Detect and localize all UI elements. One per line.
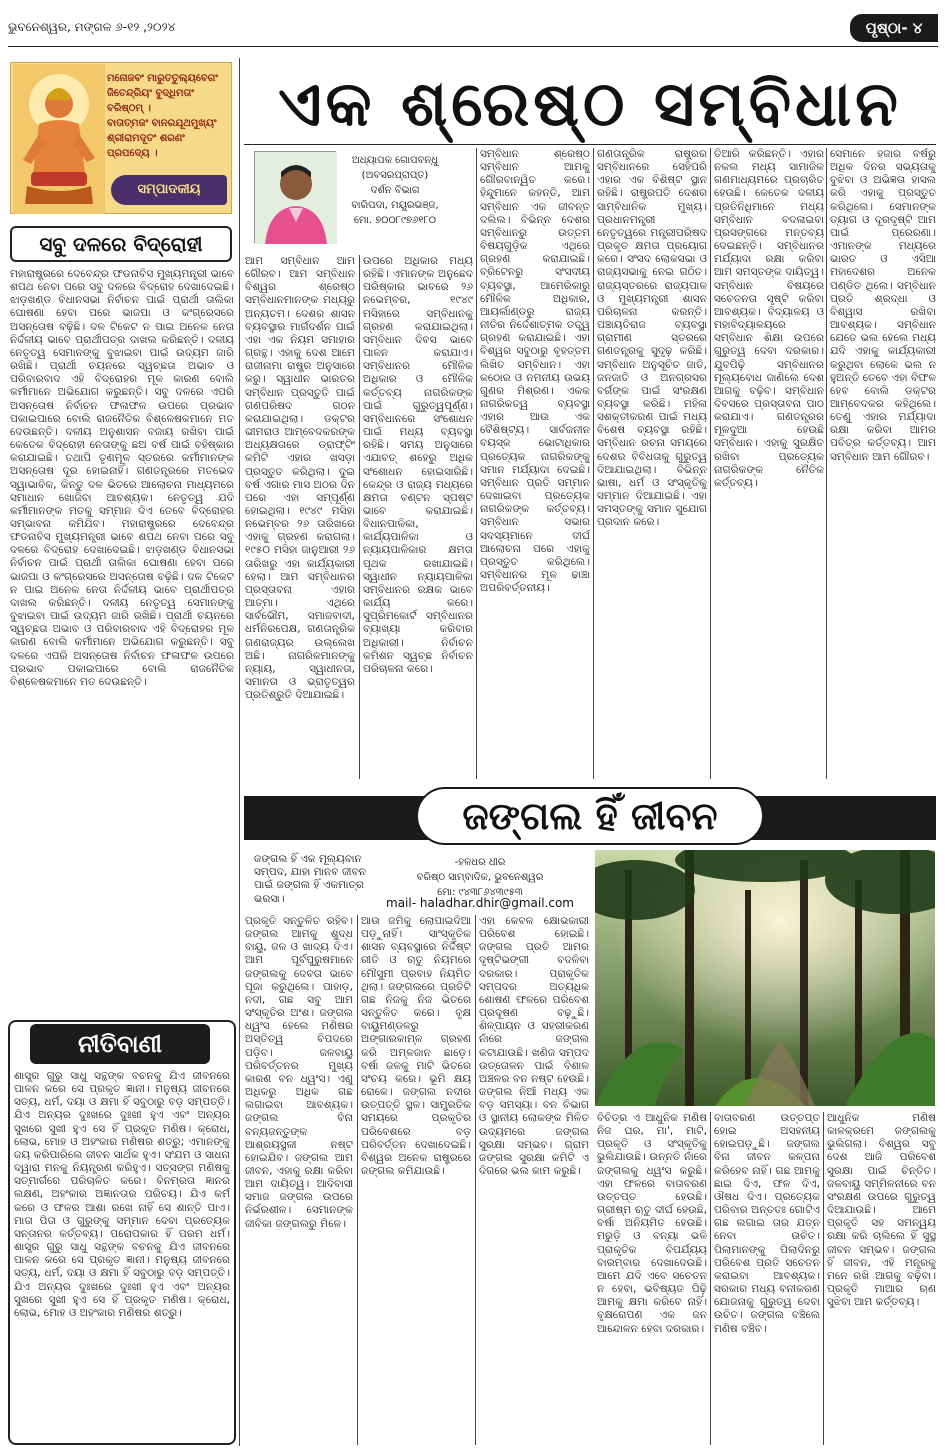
column-divider xyxy=(710,148,711,779)
author-line: ଅଧ୍ୟାପକ ଗୋପବନ୍ଧୁ (ଅବସରପ୍ରାପ୍ତ) xyxy=(351,155,439,181)
column-divider xyxy=(710,1112,711,1445)
author-email-link[interactable]: mail- haladhar.dhir@gmail.com xyxy=(386,896,574,910)
author-line: ଦର୍ଶନ ବିଭାଗ xyxy=(370,185,420,196)
byline-line: -ହଳଧର ଧୀର xyxy=(454,857,506,868)
column-divider xyxy=(476,148,477,779)
byline-line: ବରିଷ୍ଠ ସାମ୍ବାଦିକ, ଭୁବନେଶ୍ୱର xyxy=(416,872,544,883)
column-divider xyxy=(823,1112,824,1445)
sloka-line: ବାତାତ୍ମଜଂ ବାନରଯୂଥମୁଖ୍ୟଂ xyxy=(107,118,217,129)
dateline: ଭୁବନେଶ୍ୱର, ମଙ୍ଗଳ ୬-୧୨ ,୨୦୨୪ xyxy=(8,20,176,34)
editorial-badge: ସମ୍ପାଦକୀୟ xyxy=(111,175,227,205)
article2-column-4: ବିଚିତ୍ର ଏ ଆଧୁନିକ ମଣିଷ ନିଜ ଘର, ମା', ମାଟି, ପ୍ରକୃତି ଓ ସଂସ୍କୃତିକୁ ଭୁଲିଯାଉଛି। ଉନ୍ନତି ନାଁରେ ଜଙ୍ଗଲକୁ ଧ୍ୱଂସ କରୁଛି। ଏହା ଫଳରେ ବାତାବରଣ ଉତ୍ତପ୍ତ ହେଉଛି। ଗ୍ରୀଷ୍ମ ଋତୁ ଦୀର୍ଘ ହେଉଛି, ବର୍ଷା ଅନିୟମିତ ହେଉଛି। ମରୁଡ଼ି ଓ ବନ୍ୟା ଭଳି ପ୍ରାକୃତିକ ବିପର୍ଯ୍ୟୟ ବାରମ୍ବାର ଦେଖାଦେଉଛି। ଆମେ ଯଦି ଏବେ ସଚେତନ ନ ହେବା, ଭବିଷ୍ୟତ ପିଢ଼ି ଆମକୁ କ୍ଷମା କରିବେ ନାହିଁ। ବୃକ୍ଷରୋପଣ ଏକ ଜନ ଆନ୍ଦୋଳନ ହେବା ଦରକାର। xyxy=(597,1112,707,1335)
article2-column-5: ବାତାବରଣ ଉତ୍ତପ୍ତ ହୋଇ ଅସହନୀୟ ହୋଇପଡ଼ୁଛି। ଜଙ୍ଗଲ ବିନା ଜୀବନ କଳ୍ପନା କରିହେବ ନାହିଁ। ଗଛ ଆମକୁ ଛାଇ ଦିଏ, ଫଳ ଦିଏ, ଔଷଧ ଦିଏ। ପ୍ରତ୍ୟେକ ପରିବାର ଅନ୍ତତଃ ଗୋଟିଏ ଗଛ ଲଗାଇ ତାର ଯତ୍ନ ନେବା ଉଚିତ। ପିଲାମାନଙ୍କୁ ପିଲାଦିନରୁ ପରିବେଶ ପ୍ରତି ସଚେତନ କରାଇବା ଆବଶ୍ୟକ। ସରକାର ମଧ୍ୟ ବନୀକରଣ ଯୋଜନାକୁ ଗୁରୁତ୍ୱ ଦେବା ଉଚିତ। ଜଙ୍ଗଲ ବଞ୍ଚିଲେ ମଣିଷ ବଞ୍ଚିବ। xyxy=(714,1112,820,1335)
sloka-line: ମନୋଜବଂ ମାରୁତତୁଲ୍ୟବେଗଂ xyxy=(107,73,218,84)
byline-line: ମୋ: ୯୪୩୮୬୪୩୯୫୩ xyxy=(437,887,523,898)
author-line: ବାରିପଦା, ମୟୂରଭଞ୍ଜ, xyxy=(351,200,439,211)
masthead-bar xyxy=(8,14,938,42)
forest-image-icon xyxy=(595,850,935,1106)
column-divider xyxy=(593,148,594,779)
article2-column-3: ଏହା କେବଳ କ୍ଷୋଭକାରୀ ପରିବେଶ ହୋଇଛି। ଜଙ୍ଗଲ ପ୍ରତି ଆମର ଦୃଷ୍ଟିଭଙ୍ଗୀ ବଦଳିବା ଦରକାର। ପ୍ରାକୃତିକ ସମ୍ପଦର ଅତ୍ୟଧିକ ଶୋଷଣ ଫଳରେ ପରିବେଶ ପ୍ରଦୂଷଣ ବଢ଼ୁଛି। ଶିଳ୍ପାୟନ ଓ ସହରୀକରଣ ନାଁରେ ଜଙ୍ଗଲ କଟାଯାଉଛି। ଖଣିଜ ସମ୍ପଦ ଉତ୍ତୋଳନ ପାଇଁ ବିଶାଳ ଅଞ୍ଚଳର ବନ ନଷ୍ଟ ହେଉଛି। ଜଙ୍ଗଲ ନିଆଁ ମଧ୍ୟ ଏକ ବଡ଼ ସମସ୍ୟା। ବନ ବିଭାଗ ଓ ସ୍ଥାନୀୟ ଲୋକଙ୍କ ମିଳିତ ଉଦ୍ୟମରେ ଜଙ୍ଗଲ ସୁରକ୍ଷା ସମ୍ଭବ। ଗ୍ରାମ ଜଙ୍ଗଲ ସୁରକ୍ଷା କମିଟି ଏ ଦିଗରେ ଭଲ କାମ କରୁଛି। xyxy=(479,915,589,1177)
column-divider xyxy=(826,148,827,779)
hanuman-illustration-icon xyxy=(13,64,105,214)
niti-vani-title: ନୀତିବାଣୀ xyxy=(30,1024,210,1064)
author-info xyxy=(340,153,450,228)
column-divider xyxy=(239,58,240,1446)
article1-column-2: ଉପରେ ଅଧିକାର ମଧ୍ୟ ରହିଛି। ଏମାନଙ୍କ ଅନୁଛେଦ ପରିଷ୍କାର ଭାବରେ ୨୬ ନଭେମ୍ବର, ୧୯୪୯ ମସିହାରେ ସମ୍ବିଧାନକୁ ଗ୍ରହଣ କରାଯାଇଥିଲା। ସମ୍ବିଧାନ ଦିବସ ଭାବେ ପାଳନ କରାଯାଏ। ସମ୍ବିଧାନର ମୌଳିକ ଅଧିକାର ଓ ମୌଳିକ କର୍ତ୍ତବ୍ୟ ନାଗରିକଙ୍କ ପାଇଁ ଗୁରୁତ୍ୱପୂର୍ଣ୍ଣ। ସମ୍ବିଧାନରେ ସଂଶୋଧନ ପାଇଁ ମଧ୍ୟ ବ୍ୟବସ୍ଥା ରହିଛି। ସମୟ ଅନୁସାରେ ଏଯାବତ୍ ଶହେରୁ ଅଧିକ ସଂଶୋଧନ ହୋଇସାରିଛି। କେନ୍ଦ୍ର ଓ ରାଜ୍ୟ ମଧ୍ୟରେ କ୍ଷମତା ବଣ୍ଟନ ସ୍ପଷ୍ଟ ଭାବେ କରାଯାଇଛି। ବିଧାନପାଳିକା, କାର୍ଯ୍ୟପାଳିକା ଓ ନ୍ୟାୟପାଳିକାର କ୍ଷମତା ପୃଥକ ରଖାଯାଇଛି। ସ୍ୱାଧୀନ ନ୍ୟାୟପାଳିକା ସମ୍ବିଧାନର ରକ୍ଷକ ଭାବେ କାର୍ଯ୍ୟ କରେ। ସୁପ୍ରିମକୋର୍ଟ ସମ୍ବିଧାନର ବ୍ୟାଖ୍ୟା କରିବାର ଅଧିକାରୀ। ନିର୍ବାଚନ କମିଶନ ସ୍ୱଚ୍ଛ ନିର୍ବାଚନ ପରିଚାଳନା କରେ। xyxy=(363,255,473,675)
article2-column-2: ଆଉ ଜମିକୁ ଲୋପାଇଦିଆ ପଡ଼ୁନାହିଁ। ସାଂସ୍କୃତିକ ଶାସନ ବ୍ୟବସ୍ଥାରେ ନିର୍ଦ୍ଦିଷ୍ଟ ରୀତି ଓ ଋତୁ ନିୟମରେ ମୌସୁମୀ ପ୍ରବାହ ନିୟମିତ ଥିଲା। ଜଙ୍ଗଲରେ ପ୍ରତିଟି ଗଛ ନିଜକୁ ନିଜ ଭିତରେ ସନ୍ତୁଳିତ କରେ। ବୃକ୍ଷ ବାୟୁମଣ୍ଡଳରୁ ଅଙ୍ଗାରକାମ୍ଳ ଗ୍ରହଣ କରି ଅମ୍ଳଜାନ ଛାଡ଼େ। ବର୍ଷା ଜଳକୁ ମାଟି ଭିତରେ ସଂଚୟ କରେ। ଭୂମି କ୍ଷୟ ରୋକେ। ଜଙ୍ଗଲ ନଦୀର ଉତ୍ପତ୍ତି ସ୍ଥଳ। ସାମ୍ପ୍ରତିକ ସମୟରେ ପ୍ରକୃତିର ପରିବେଶରେ ବଡ଼ ପରିବର୍ତ୍ତନ ଦେଖାଦେଇଛି। ବିଶ୍ୱର ଅନେକ ରାଷ୍ଟ୍ରରେ ଜଙ୍ଗଲ କମିଯାଉଛି। xyxy=(361,915,471,1177)
title-rule xyxy=(244,144,936,145)
article2-column-6: ଆଧୁନିକ ମଣିଷ କାଳକ୍ରମେ ଜଙ୍ଗଲକୁ ଭୁଲିଗଲା। ବିଶ୍ୱର ସବୁ ଦେଶ ଆଜି ପରିବେଶ ସୁରକ୍ଷା ପାଇଁ ଚିନ୍ତିତ। ଜଳବାୟୁ ସମ୍ମିଳନୀରେ ବନ ସଂରକ୍ଷଣ ଉପରେ ଗୁରୁତ୍ୱ ଦିଆଯାଉଛି। ଆମେ ପ୍ରକୃତି ସହ ସମନ୍ୱୟ ରକ୍ଷା କରି ଚାଲିଲେ ହିଁ ସୁସ୍ଥ ଜୀବନ ସମ୍ଭବ। ଜଙ୍ଗଲ ହିଁ ଜୀବନ, ଏହି ମନ୍ତ୍ରକୁ ମନେ ରଖି ଆଗକୁ ବଢ଼ିବା। ପ୍ରକୃତି ମାଆର ଋଣ ସୁଝିବା ଆମ କର୍ତ୍ତବ୍ୟ। xyxy=(827,1112,936,1309)
article2-byline xyxy=(380,855,580,900)
article1-column-5: ତିଆରି କରିଛନ୍ତି। ଏହାର ନକଲ ମଧ୍ୟ ସାମାଜିକ ଗଣମାଧ୍ୟମରେ ପ୍ରଚାରିତ ହେଉଛି। କେତେକ ଦଳୀୟ ପ୍ରତିନିଧିମାନେ ମଧ୍ୟ ସମ୍ବିଧାନ ବଦଳାଇବା ପ୍ରସଙ୍ଗରେ ମନ୍ତବ୍ୟ ଦେଇଛନ୍ତି। ସମ୍ବିଧାନର ମର୍ଯ୍ୟାଦା ରକ୍ଷା କରିବା ଆମ ସମସ୍ତଙ୍କ ଦାୟିତ୍ୱ। ସମ୍ବିଧାନ ବିଷୟରେ ସଚେତନତା ସୃଷ୍ଟି କରିବା ଆବଶ୍ୟକ। ବିଦ୍ୟାଳୟ ଓ ମହାବିଦ୍ୟାଳୟରେ ସମ୍ବିଧାନ ଶିକ୍ଷା ଉପରେ ଗୁରୁତ୍ୱ ଦେବା ଦରକାର। ଯୁବପିଢ଼ି ସମ୍ବିଧାନର ମୂଲ୍ୟବୋଧ ଜାଣିଲେ ଦେଶ ଆଗକୁ ବଢ଼ିବ। ସମ୍ବିଧାନ ଦିବସରେ ପ୍ରସ୍ତାବନା ପାଠ କରାଯାଏ। ଗଣତନ୍ତ୍ରର ମୂଳଦୁଆ ହେଉଛି ସମ୍ବିଧାନ। ଏହାକୁ ସୁରକ୍ଷିତ ରଖିବା ପ୍ରତ୍ୟେକ ନାଗରିକଙ୍କ ନୈତିକ କର୍ତ୍ତବ୍ୟ। xyxy=(714,148,824,489)
author-portrait-icon xyxy=(255,152,337,244)
masthead-rule xyxy=(8,46,938,47)
niti-vani-body: ଶାସ୍ତ୍ର ଗୁରୁ ସାଧୁ ସନ୍ଥଙ୍କ ବଚନକୁ ଯିଏ ଜୀବନରେ ପାଳନ କରେ ସେ ପ୍ରକୃତ ଜ୍ଞାନୀ। ମନୁଷ୍ୟ ଜୀବନରେ ସତ୍ୟ, ଧର୍ମ, ଦୟା ଓ କ୍ଷମା ହିଁ ସବୁଠାରୁ ବଡ଼ ସମ୍ପତ୍ତି। ଯିଏ ଅନ୍ୟର ଦୁଃଖରେ ଦୁଃଖୀ ହୁଏ ଏବଂ ଅନ୍ୟର ସୁଖରେ ସୁଖୀ ହୁଏ ସେ ହିଁ ପ୍ରକୃତ ମଣିଷ। କ୍ରୋଧ, ଲୋଭ, ମୋହ ଓ ଅହଂକାର ମଣିଷର ଶତ୍ରୁ; ଏମାନଙ୍କୁ ଜୟ କରିପାରିଲେ ଜୀବନ ସାର୍ଥକ ହୁଏ। ସଂଯମ ଓ ସାଧନା ଦ୍ୱାରା ମନକୁ ନିୟନ୍ତ୍ରଣ କରିହୁଏ। ସତ୍‌ସଙ୍ଗ ମଣିଷକୁ ସତ୍‌ମାର୍ଗରେ ପରିଚାଳିତ କରେ। ବିନମ୍ରତା ଜ୍ଞାନର ଲକ୍ଷଣ, ଅହଂକାର ଅଜ୍ଞାନତାର ପରିଚୟ। ଯିଏ କର୍ମ କରେ ଓ ଫଳର ଆଶା ରଖେ ନାହିଁ ସେ ଶାନ୍ତି ପାଏ। ମାତା ପିତା ଓ ଗୁରୁଙ୍କୁ ସମ୍ମାନ ଦେବା ପ୍ରତ୍ୟେକ ସନ୍ତାନର କର୍ତ୍ତବ୍ୟ। ପରୋପକାର ହିଁ ପରମ ଧର୍ମ। ଶାସ୍ତ୍ର ଗୁରୁ ସାଧୁ ସନ୍ଥଙ୍କ ବଚନକୁ ଯିଏ ଜୀବନରେ ପାଳନ କରେ ସେ ପ୍ରକୃତ ଜ୍ଞାନୀ। ମନୁଷ୍ୟ ଜୀବନରେ ସତ୍ୟ, ଧର୍ମ, ଦୟା ଓ କ୍ଷମା ହିଁ ସବୁଠାରୁ ବଡ଼ ସମ୍ପତ୍ତି। ଯିଏ ଅନ୍ୟର ଦୁଃଖରେ ଦୁଃଖୀ ହୁଏ ଏବଂ ଅନ୍ୟର ସୁଖରେ ସୁଖୀ ହୁଏ ସେ ହିଁ ପ୍ରକୃତ ମଣିଷ। କ୍ରୋଧ, ଲୋଭ, ମୋହ ଓ ଅହଂକାର ମଣିଷର ଶତ୍ରୁ। xyxy=(14,1070,230,1319)
article-title: ଏକ ଶ୍ରେଷ୍ଠ ସମ୍ବିଧାନ xyxy=(278,67,902,140)
article1-column-1: ଆମ ସମ୍ବିଧାନ ଆମ ଗୌରବ। ଆମ ସମ୍ବିଧାନ ବିଶ୍ୱର ଶ୍ରେଷ୍ଠ ସମ୍ବିଧାନମାନଙ୍କ ମଧ୍ୟରୁ ଅନ୍ୟତମ। ଦେଶର ଶାସନ ବ୍ୟବସ୍ଥାର ମାର୍ଗଦର୍ଶନ ପାଇଁ ଏହା ଏକ ନିୟମ ସମାହାର ଗ୍ରନ୍ଥ। ଏହାକୁ ଦେଶ ଆମେ ରାଜୀନାମା ରାଷ୍ଟ୍ର ଅନୁସାରେ କରୁ। ସ୍ୱାଧୀନ ଭାରତର ସମ୍ବିଧାନ ପ୍ରସ୍ତୁତି ପାଇଁ ଗଣପରିଷଦ ଗଠନ କରାଯାଇଥିଲା। ଡକ୍ଟର ଭୀମରାଓ ଆମ୍ବେଦକରଙ୍କ ଅଧ୍ୟକ୍ଷତାରେ ଡ୍ରାଫ୍ଟିଂ କମିଟି ଏହାର ଖସଡ଼ା ପ୍ରସ୍ତୁତ କରିଥିଲା। ଦୁଇ ବର୍ଷ ଏଗାର ମାସ ଅଠର ଦିନ ପରେ ଏହା ସମ୍ପୂର୍ଣ୍ଣ ହୋଇଥିଲା। ୧୯୪୯ ମସିହା ନଭେମ୍ବର ୨୬ ତାରିଖରେ ଏହାକୁ ଗ୍ରହଣ କରାଗଲା। ୧୯୫୦ ମସିହା ଜାନୁଆରୀ ୨୬ ତାରିଖରୁ ଏହା କାର୍ଯ୍ୟକାରୀ ହେଲା। ଆମ ସମ୍ବିଧାନର ପ୍ରସ୍ତାବନା ଏହାର ଆତ୍ମା। ଏଥିରେ ସାର୍ବଭୌମ, ସମାଜବାଦୀ, ଧର୍ମନିରପେକ୍ଷ, ଗଣତାନ୍ତ୍ରିକ ଗଣରାଜ୍ୟର ଉଲ୍ଲେଖ ଅଛି। ନାଗରିକମାନଙ୍କୁ ନ୍ୟାୟ, ସ୍ୱାଧୀନତା, ସମାନତା ଓ ଭ୍ରାତୃତ୍ୱର ପ୍ରତିଶ୍ରୁତି ଦିଆଯାଇଛି। xyxy=(245,255,355,702)
author-line: ମୋ. ୭୦୦୮୯୭୬୧୮୦ xyxy=(354,215,436,226)
article2-intro: ଜଙ୍ଗଲ ହିଁ ଏକ ମୂଲ୍ୟବାନ ସମ୍ପଦ, ଯାହା ମାନବ ଜୀବନ ପାଇଁ ଜଙ୍ଗଲ ହିଁ ଏକମାତ୍ର ଭରସା। xyxy=(254,853,367,905)
sloka-line: ଶ୍ରୀରାମଦୂତଂ ଶରଣଂ ପ୍ରପଦ୍ୟେ । xyxy=(107,133,185,159)
column-divider xyxy=(357,915,358,1445)
forest-photo xyxy=(595,850,935,1106)
article1-column-4: ଗଣତାନ୍ତ୍ରିକ ରାଷ୍ଟ୍ରର ସମ୍ବିଧାନରେ ସେହିପରି ଏହାର ଏକ ବିଶିଷ୍ଟ ସ୍ଥାନ ରହିଛି। ରାଷ୍ଟ୍ରପତି ଦେଶର ସାମ୍ବିଧାନିକ ମୁଖ୍ୟ। ପ୍ରଧାନମନ୍ତ୍ରୀ ନେତୃତ୍ୱରେ ମନ୍ତ୍ରୀପରିଷଦ ପ୍ରକୃତ କ୍ଷମତା ପ୍ରୟୋଗ କରେ। ସଂସଦ ଲୋକସଭା ଓ ରାଜ୍ୟସଭାକୁ ନେଇ ଗଠିତ। ରାଜ୍ୟସ୍ତରରେ ରାଜ୍ୟପାଳ ଓ ମୁଖ୍ୟମନ୍ତ୍ରୀ ଶାସନ ପରିଚାଳନା କରନ୍ତି। ପଞ୍ଚାୟତିରାଜ ବ୍ୟବସ୍ଥା ଗ୍ରାମୀଣ ସ୍ତରରେ ଗଣତନ୍ତ୍ରକୁ ସୁଦୃଢ଼ କରିଛି। ସମ୍ବିଧାନ ଅନୁସୂଚିତ ଜାତି, ଜନଜାତି ଓ ଅନଗ୍ରସର ବର୍ଗଙ୍କ ପାଇଁ ସଂରକ୍ଷଣ ବ୍ୟବସ୍ଥା କରିଛି। ମହିଳା ସଶକ୍ତୀକରଣ ପାଇଁ ମଧ୍ୟ ବିଶେଷ ବ୍ୟବସ୍ଥା ରହିଛି। ସମ୍ବିଧାନ ରଚନା ସମୟରେ ଦେଶର ବିବିଧତାକୁ ଗୁରୁତ୍ୱ ଦିଆଯାଇଥିଲା। ବିଭିନ୍ନ ଭାଷା, ଧର୍ମ ଓ ସଂସ୍କୃତିକୁ ସମ୍ମାନ ଦିଆଯାଇଛି। ଏହା ସମସ୍ତଙ୍କୁ ସମାନ ସୁଯୋଗ ପ୍ରଦାନ କରେ। xyxy=(597,148,707,529)
column-divider xyxy=(359,255,360,779)
editorial-headline: ସବୁ ଦଳରେ ବିଦ୍ରୋହୀ xyxy=(10,226,232,262)
sloka-line: ଜିତେନ୍ଦ୍ରିୟଂ ବୁଦ୍ଧିମତାଂ ବରିଷ୍ଠମ୍ । xyxy=(107,88,194,114)
page-number-badge: ପୃଷ୍ଠା- ୪ xyxy=(850,14,938,42)
article2-title: ଜଙ୍ଗଲ ହିଁ ଜୀବନ xyxy=(416,787,764,845)
author-photo xyxy=(254,151,336,243)
article1-column-3: ସମ୍ବିଧାନ ଶ୍ରେଷ୍ଠ ସମ୍ବିଧାନ ଆମକୁ ଗୌରବାନ୍ୱିତ କରେ। ହିନ୍ଦୁମାନେ କହନ୍ତି, ଆମ ସମ୍ବିଧାନ ଏକ ଜୀବନ୍ତ ଦଲିଲ। ବିଭିନ୍ନ ଦେଶର ସମ୍ବିଧାନରୁ ଉତ୍ତମ ବିଷୟଗୁଡ଼ିକ ଏଥିରେ ଗ୍ରହଣ କରାଯାଇଛି। ବ୍ରିଟେନରୁ ସଂସଦୀୟ ବ୍ୟବସ୍ଥା, ଆମେରିକାରୁ ମୌଳିକ ଅଧିକାର, ଆୟର୍ଲାଣ୍ଡରୁ ରାଜ୍ୟ ନୀତିର ନିର୍ଦ୍ଦେଶାତ୍ମକ ତତ୍ତ୍ୱ ଗ୍ରହଣ କରାଯାଇଛି। ଏହା ବିଶ୍ୱର ସବୁଠାରୁ ବୃହତ୍ତମ ଲିଖିତ ସମ୍ବିଧାନ। ଏହା କଠୋର ଓ ନମନୀୟ ଉଭୟ ଗୁଣର ମିଶ୍ରଣ। ଏକକ ନାଗରିକତ୍ୱ ବ୍ୟବସ୍ଥା ଏହାର ଆଉ ଏକ ବୈଶିଷ୍ଟ୍ୟ। ସାର୍ବଜନୀନ ବୟସ୍କ ଭୋଟାଧିକାର ପ୍ରତ୍ୟେକ ନାଗରିକଙ୍କୁ ସମାନ ମର୍ଯ୍ୟାଦା ଦେଇଛି। ସମ୍ବିଧାନ ପ୍ରତି ସମ୍ମାନ ଦେଖାଇବା ପ୍ରତ୍ୟେକ ନାଗରିକଙ୍କ କର୍ତ୍ତବ୍ୟ। ସମ୍ବିଧାନ ସଭାର ସଦସ୍ୟମାନେ ଦୀର୍ଘ ଆଲୋଚନା ପରେ ଏହାକୁ ପ୍ରସ୍ତୁତ କରିଥିଲେ। ସମ୍ବିଧାନର ମୂଳ ଢାଞ୍ଚା ଅପରିବର୍ତ୍ତନୀୟ। xyxy=(480,148,590,595)
article2-column-1: ପ୍ରକୃତି ସନ୍ତୁଳିତ ରହିବ। ଜଙ୍ଗଲ ଆମକୁ ଶୁଦ୍ଧ ବାୟୁ, ଜଳ ଓ ଖାଦ୍ୟ ଦିଏ। ଆମ ପୂର୍ବପୁରୁଷମାନେ ଜଙ୍ଗଲକୁ ଦେବତା ଭାବେ ପୂଜା କରୁଥିଲେ। ପାହାଡ଼, ନଦୀ, ଗଛ ସବୁ ଆମ ସଂସ୍କୃତିର ଅଂଶ। ଜଙ୍ଗଲ ଧ୍ୱଂସ ହେଲେ ମଣିଷର ଅସ୍ତିତ୍ୱ ବିପଦରେ ପଡ଼ିବ। ଜଳବାୟୁ ପରିବର୍ତ୍ତନର ମୁଖ୍ୟ କାରଣ ବନ ଧ୍ୱଂସ। ଏଣୁ ଅଧିକରୁ ଅଧିକ ଗଛ ଲଗାଇବା ଆବଶ୍ୟକ। ଜଙ୍ଗଲ ବିନା ବନ୍ୟଜନ୍ତୁଙ୍କ ଆଶ୍ରୟସ୍ଥଳୀ ନଷ୍ଟ ହୋଇଯିବ। ଜଙ୍ଗଲ ଆମ ଜୀବନ, ଏହାକୁ ରକ୍ଷା କରିବା ଆମ ଦାୟିତ୍ୱ। ଆଦିବାସୀ ସମାଜ ଜଙ୍ଗଲ ଉପରେ ନିର୍ଭରଶୀଳ। ସେମାନଙ୍କ ଜୀବିକା ଜଙ୍ଗଲରୁ ମିଳେ। xyxy=(245,915,353,1230)
sloka-text xyxy=(107,71,229,161)
column-divider xyxy=(475,915,476,1445)
article1-column-6: ସେମାନେ ହଜାର ବର୍ଷରୁ ଅଧିକ ଦିନର ସଭ୍ୟତାକୁ ବୁଝିବା ଓ ଅଭିଜ୍ଞତା ହାସଲ କରି ଏହାକୁ ପ୍ରସ୍ତୁତ କରିଥିଲେ। ସେମାନଙ୍କ ତ୍ୟାଗ ଓ ଦୂରଦୃଷ୍ଟି ଆମ ପାଇଁ ପ୍ରେରଣା। ଏମାନଙ୍କ ମଧ୍ୟରେ ଭାରତ ଓ ଏସିଆ ମହାଦେଶର ଅନେକ ପଣ୍ଡିତ ଥିଲେ। ସମ୍ବିଧାନ ପ୍ରତି ଶ୍ରଦ୍ଧା ଓ ବିଶ୍ୱାସ ରଖିବା ଆବଶ୍ୟକ। ସମ୍ବିଧାନ ଯେତେ ଭଲ ହେଲେ ମଧ୍ୟ ଯଦି ଏହାକୁ କାର୍ଯ୍ୟକାରୀ କରୁଥିବା ଲୋକେ ଭଲ ନ ହୁଅନ୍ତି ତେବେ ଏହା ବିଫଳ ହେବ ବୋଲି ଡକ୍ଟର ଆମ୍ବେଦକର କହିଥିଲେ। ତେଣୁ ଏହାର ମର୍ଯ୍ୟାଦା ରକ୍ଷା କରିବା ଆମର ପବିତ୍ର କର୍ତ୍ତବ୍ୟ। ଆମ ସମ୍ବିଧାନ ଆମ ଗୌରବ। xyxy=(830,148,936,463)
hanuman-sloka-panel xyxy=(10,62,232,214)
editorial-body: ମହାରାଷ୍ଟ୍ରରେ ଦେବେନ୍ଦ୍ର ଫଡନାବିସ ମୁଖ୍ୟମନ୍ତ୍ରୀ ଭାବେ ଶପଥ ନେବା ପରେ ସବୁ ଦଳରେ ବିଦ୍ରୋହ ଦେଖାଦେଇଛି। ଝାଡ଼ଖଣ୍ଡ ବିଧାନସଭା ନିର୍ବାଚନ ପାଇଁ ପ୍ରାର୍ଥୀ ତାଲିକା ଘୋଷଣା ହେବା ପରେ ଭାଜପା ଓ କଂଗ୍ରେସରେ ଅସନ୍ତୋଷ ବଢ଼ିଛି। ଦଳ ଟିକେଟ ନ ପାଇ ଅନେକ ନେତା ନିର୍ଦ୍ଦଳୀୟ ଭାବେ ପ୍ରାର୍ଥୀପତ୍ର ଦାଖଲ କରିଛନ୍ତି। ଦଳୀୟ ନେତୃତ୍ୱ ସେମାନଙ୍କୁ ବୁଝାଇବା ପାଇଁ ଉଦ୍ୟମ ଜାରି ରଖିଛି। ପ୍ରାର୍ଥୀ ଚୟନରେ ସ୍ୱଚ୍ଛତା ଅଭାବ ଓ ପରିବାରବାଦ ଏହି ବିଦ୍ରୋହର ମୂଳ କାରଣ ବୋଲି କର୍ମୀମାନେ ଅଭିଯୋଗ କରୁଛନ୍ତି। ସବୁ ଦଳରେ ଏପରି ଅସନ୍ତୋଷ ନିର୍ବାଚନ ଫଳାଫଳ ଉପରେ ପ୍ରଭାବ ପକାଇପାରେ ବୋଲି ରାଜନୈତିକ ବିଶ୍ଳେଷକମାନେ ମତ ଦେଉଛନ୍ତି। ଦଳୀୟ ଅନୁଶାସନ ବଜାୟ ରଖିବା ପାଇଁ କେତେକ ବିଦ୍ରୋହୀ ନେତାଙ୍କୁ ଛଅ ବର୍ଷ ପାଇଁ ବହିଷ୍କାର କରାଯାଇଛି। ତଥାପି ତୃଣମୂଳ ସ୍ତରରେ କର୍ମୀମାନଙ୍କ ଅସନ୍ତୋଷ ଦୂର ହୋଇନାହିଁ। ଗଣତନ୍ତ୍ରରେ ମତଭେଦ ସ୍ୱାଭାବିକ, କିନ୍ତୁ ଦଳ ଭିତରେ ଆଲୋଚନା ମାଧ୍ୟମରେ ସମାଧାନ ଖୋଜିବା ଆବଶ୍ୟକ। ନେତୃତ୍ୱ ଯଦି କର୍ମୀମାନଙ୍କ ମତକୁ ସମ୍ମାନ ଦିଏ ତେବେ ବିଦ୍ରୋହର ସମ୍ଭାବନା କମିଯିବ। ମହାରାଷ୍ଟ୍ରରେ ଦେବେନ୍ଦ୍ର ଫଡନାବିସ ମୁଖ୍ୟମନ୍ତ୍ରୀ ଭାବେ ଶପଥ ନେବା ପରେ ସବୁ ଦଳରେ ବିଦ୍ରୋହ ଦେଖାଦେଇଛି। ଝାଡ଼ଖଣ୍ଡ ବିଧାନସଭା ନିର୍ବାଚନ ପାଇଁ ପ୍ରାର୍ଥୀ ତାଲିକା ଘୋଷଣା ହେବା ପରେ ଭାଜପା ଓ କଂଗ୍ରେସରେ ଅସନ୍ତୋଷ ବଢ଼ିଛି। ଦଳ ଟିକେଟ ନ ପାଇ ଅନେକ ନେତା ନିର୍ଦ୍ଦଳୀୟ ଭାବେ ପ୍ରାର୍ଥୀପତ୍ର ଦାଖଲ କରିଛନ୍ତି। ଦଳୀୟ ନେତୃତ୍ୱ ସେମାନଙ୍କୁ ବୁଝାଇବା ପାଇଁ ଉଦ୍ୟମ ଜାରି ରଖିଛି। ପ୍ରାର୍ଥୀ ଚୟନରେ ସ୍ୱଚ୍ଛତା ଅଭାବ ଓ ପରିବାରବାଦ ଏହି ବିଦ୍ରୋହର ମୂଳ କାରଣ ବୋଲି କର୍ମୀମାନେ ଅଭିଯୋଗ କରୁଛନ୍ତି। ସବୁ ଦଳରେ ଏପରି ଅସନ୍ତୋଷ ନିର୍ବାଚନ ଫଳାଫଳ ଉପରେ ପ୍ରଭାବ ପକାଇପାରେ ବୋଲି ରାଜନୈତିକ ବିଶ୍ଳେଷକମାନେ ମତ ଦେଉଛନ୍ତି। xyxy=(10,268,234,688)
